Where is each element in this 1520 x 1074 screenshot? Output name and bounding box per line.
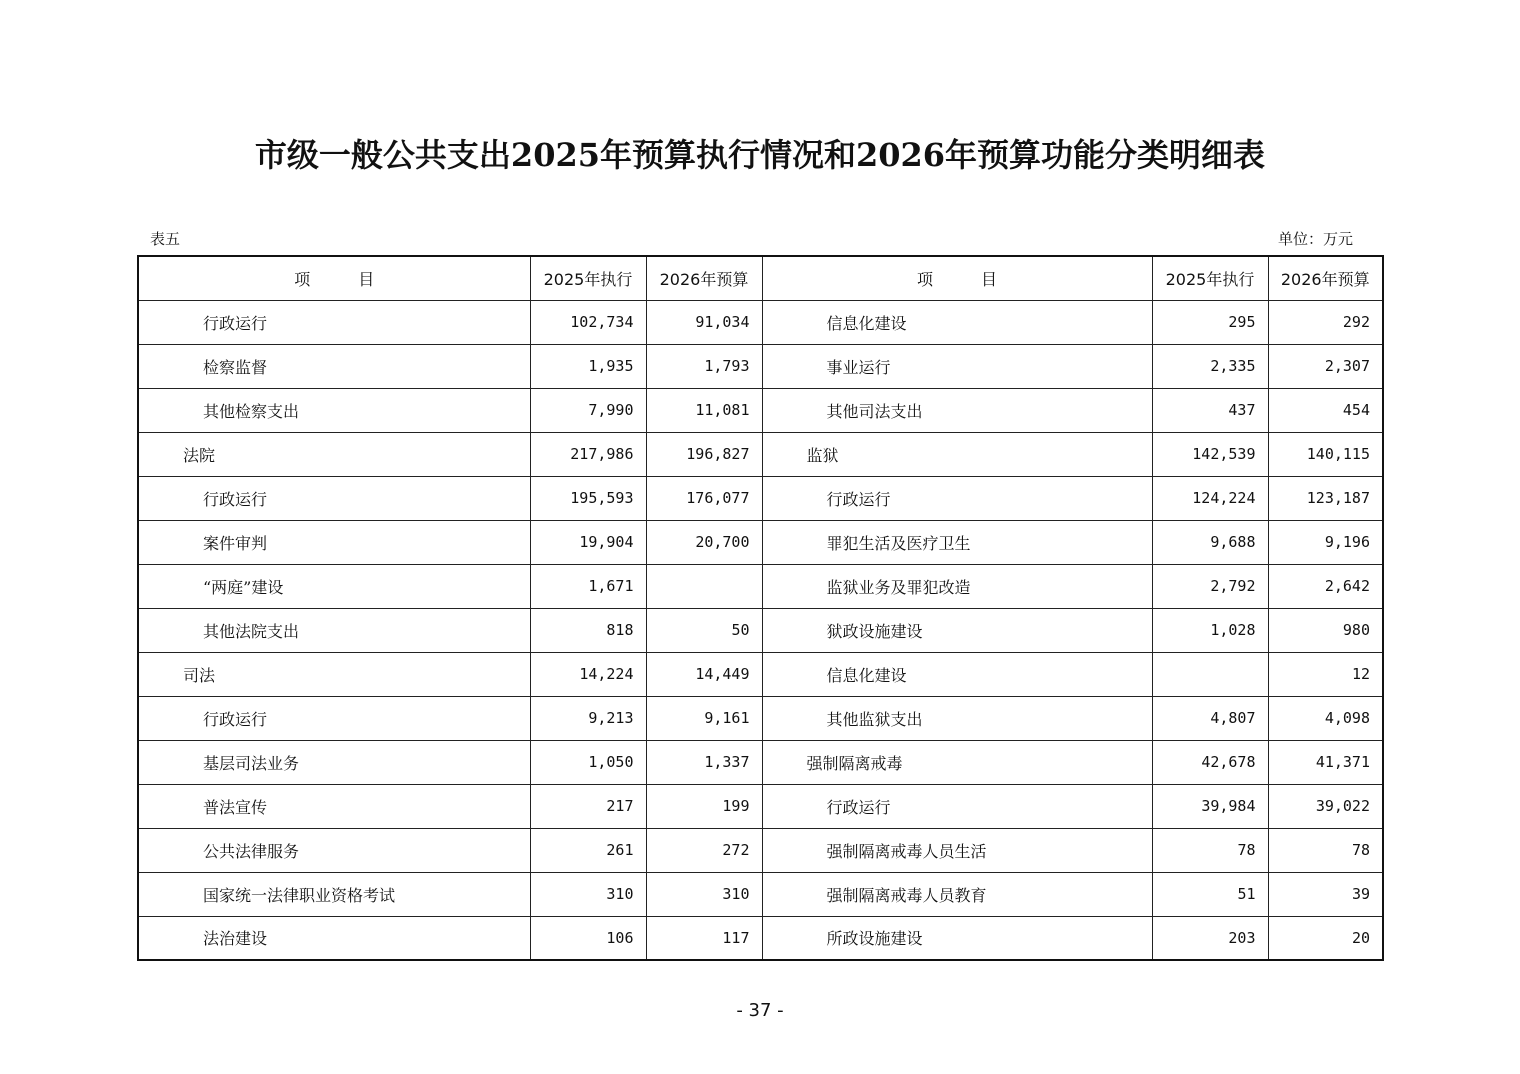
item-left-cell: 行政运行	[138, 696, 530, 740]
exec-left-cell: 217	[530, 784, 646, 828]
item-left-cell: 其他法院支出	[138, 608, 530, 652]
budget-right-cell: 78	[1268, 828, 1383, 872]
exec-left-cell: 9,213	[530, 696, 646, 740]
item-right-cell: 罪犯生活及医疗卫生	[762, 520, 1152, 564]
item-right-cell: 强制隔离戒毒	[762, 740, 1152, 784]
item-right-cell: 强制隔离戒毒人员生活	[762, 828, 1152, 872]
header-item-right: 项 目	[762, 256, 1152, 300]
exec-right-cell	[1152, 652, 1268, 696]
table-row	[138, 828, 1383, 872]
exec-right-cell: 437	[1152, 388, 1268, 432]
item-left-cell: 行政运行	[138, 476, 530, 520]
header-exec-right: 2025年执行	[1152, 256, 1268, 300]
table-number: 表五	[150, 230, 181, 248]
exec-right-cell: 2,335	[1152, 344, 1268, 388]
table-row	[138, 740, 1383, 784]
exec-right-cell: 39,984	[1152, 784, 1268, 828]
table-row	[138, 696, 1383, 740]
budget-right-cell: 41,371	[1268, 740, 1383, 784]
budget-left-cell: 1,337	[646, 740, 762, 784]
exec-right-cell: 78	[1152, 828, 1268, 872]
exec-left-cell: 217,986	[530, 432, 646, 476]
item-right-cell: 其他监狱支出	[762, 696, 1152, 740]
unit-label: 单位：万元	[1278, 230, 1354, 248]
exec-left-cell: 102,734	[530, 300, 646, 344]
item-right-cell: 强制隔离戒毒人员教育	[762, 872, 1152, 916]
exec-left-cell: 1,050	[530, 740, 646, 784]
table-header-row	[138, 256, 1383, 300]
budget-right-cell: 4,098	[1268, 696, 1383, 740]
table-row	[138, 520, 1383, 564]
table-row	[138, 344, 1383, 388]
budget-right-cell: 2,307	[1268, 344, 1383, 388]
exec-right-cell: 124,224	[1152, 476, 1268, 520]
item-right-cell: 行政运行	[762, 476, 1152, 520]
table-row	[138, 476, 1383, 520]
header-budget-left: 2026年预算	[646, 256, 762, 300]
item-left-cell: 案件审判	[138, 520, 530, 564]
budget-left-cell: 91,034	[646, 300, 762, 344]
exec-left-cell: 195,593	[530, 476, 646, 520]
exec-left-cell: 19,904	[530, 520, 646, 564]
exec-right-cell: 51	[1152, 872, 1268, 916]
budget-right-cell: 454	[1268, 388, 1383, 432]
budget-left-cell: 20,700	[646, 520, 762, 564]
budget-left-cell: 11,081	[646, 388, 762, 432]
item-left-cell: 普法宣传	[138, 784, 530, 828]
table-row	[138, 872, 1383, 916]
budget-left-cell: 310	[646, 872, 762, 916]
exec-left-cell: 261	[530, 828, 646, 872]
table-body	[138, 300, 1383, 960]
budget-right-cell: 39,022	[1268, 784, 1383, 828]
header-budget-right: 2026年预算	[1268, 256, 1383, 300]
item-right-cell: 信息化建设	[762, 652, 1152, 696]
exec-right-cell: 295	[1152, 300, 1268, 344]
exec-right-cell: 4,807	[1152, 696, 1268, 740]
budget-right-cell: 20	[1268, 916, 1383, 960]
budget-right-cell: 123,187	[1268, 476, 1383, 520]
exec-left-cell: 818	[530, 608, 646, 652]
budget-table	[137, 255, 1384, 961]
budget-right-cell: 980	[1268, 608, 1383, 652]
budget-right-cell: 39	[1268, 872, 1383, 916]
table-row	[138, 300, 1383, 344]
header-exec-left: 2025年执行	[530, 256, 646, 300]
item-right-cell: 监狱业务及罪犯改造	[762, 564, 1152, 608]
item-right-cell: 信息化建设	[762, 300, 1152, 344]
item-right-cell: 狱政设施建设	[762, 608, 1152, 652]
item-left-cell: 公共法律服务	[138, 828, 530, 872]
exec-right-cell: 42,678	[1152, 740, 1268, 784]
budget-right-cell: 2,642	[1268, 564, 1383, 608]
budget-left-cell: 272	[646, 828, 762, 872]
budget-left-cell: 176,077	[646, 476, 762, 520]
budget-left-cell	[646, 564, 762, 608]
item-right-cell: 所政设施建设	[762, 916, 1152, 960]
exec-right-cell: 142,539	[1152, 432, 1268, 476]
budget-left-cell: 50	[646, 608, 762, 652]
item-left-cell: 检察监督	[138, 344, 530, 388]
table-row	[138, 388, 1383, 432]
item-left-cell: 法治建设	[138, 916, 530, 960]
table-row	[138, 916, 1383, 960]
budget-left-cell: 196,827	[646, 432, 762, 476]
exec-left-cell: 310	[530, 872, 646, 916]
exec-right-cell: 203	[1152, 916, 1268, 960]
budget-right-cell: 9,196	[1268, 520, 1383, 564]
budget-left-cell: 14,449	[646, 652, 762, 696]
budget-left-cell: 1,793	[646, 344, 762, 388]
exec-right-cell: 9,688	[1152, 520, 1268, 564]
item-left-cell: 国家统一法律职业资格考试	[138, 872, 530, 916]
budget-left-cell: 9,161	[646, 696, 762, 740]
item-left-cell: 行政运行	[138, 300, 530, 344]
budget-right-cell: 140,115	[1268, 432, 1383, 476]
budget-right-cell: 12	[1268, 652, 1383, 696]
item-right-cell: 监狱	[762, 432, 1152, 476]
exec-right-cell: 1,028	[1152, 608, 1268, 652]
item-left-cell: 法院	[138, 432, 530, 476]
table-row	[138, 608, 1383, 652]
table-row	[138, 564, 1383, 608]
exec-left-cell: 1,671	[530, 564, 646, 608]
page-number: - 37 -	[736, 1000, 784, 1021]
item-right-cell: 事业运行	[762, 344, 1152, 388]
item-right-cell: 其他司法支出	[762, 388, 1152, 432]
budget-left-cell: 199	[646, 784, 762, 828]
item-right-cell: 行政运行	[762, 784, 1152, 828]
exec-left-cell: 14,224	[530, 652, 646, 696]
exec-left-cell: 106	[530, 916, 646, 960]
page-title: 市级一般公共支出2025年预算执行情况和2026年预算功能分类明细表	[254, 136, 1266, 174]
budget-left-cell: 117	[646, 916, 762, 960]
table-row	[138, 652, 1383, 696]
exec-left-cell: 7,990	[530, 388, 646, 432]
budget-right-cell: 292	[1268, 300, 1383, 344]
exec-right-cell: 2,792	[1152, 564, 1268, 608]
item-left-cell: 司法	[138, 652, 530, 696]
item-left-cell: 基层司法业务	[138, 740, 530, 784]
item-left-cell: “两庭”建设	[138, 564, 530, 608]
item-left-cell: 其他检察支出	[138, 388, 530, 432]
header-item-left: 项 目	[138, 256, 530, 300]
table-row	[138, 432, 1383, 476]
table-row	[138, 784, 1383, 828]
exec-left-cell: 1,935	[530, 344, 646, 388]
